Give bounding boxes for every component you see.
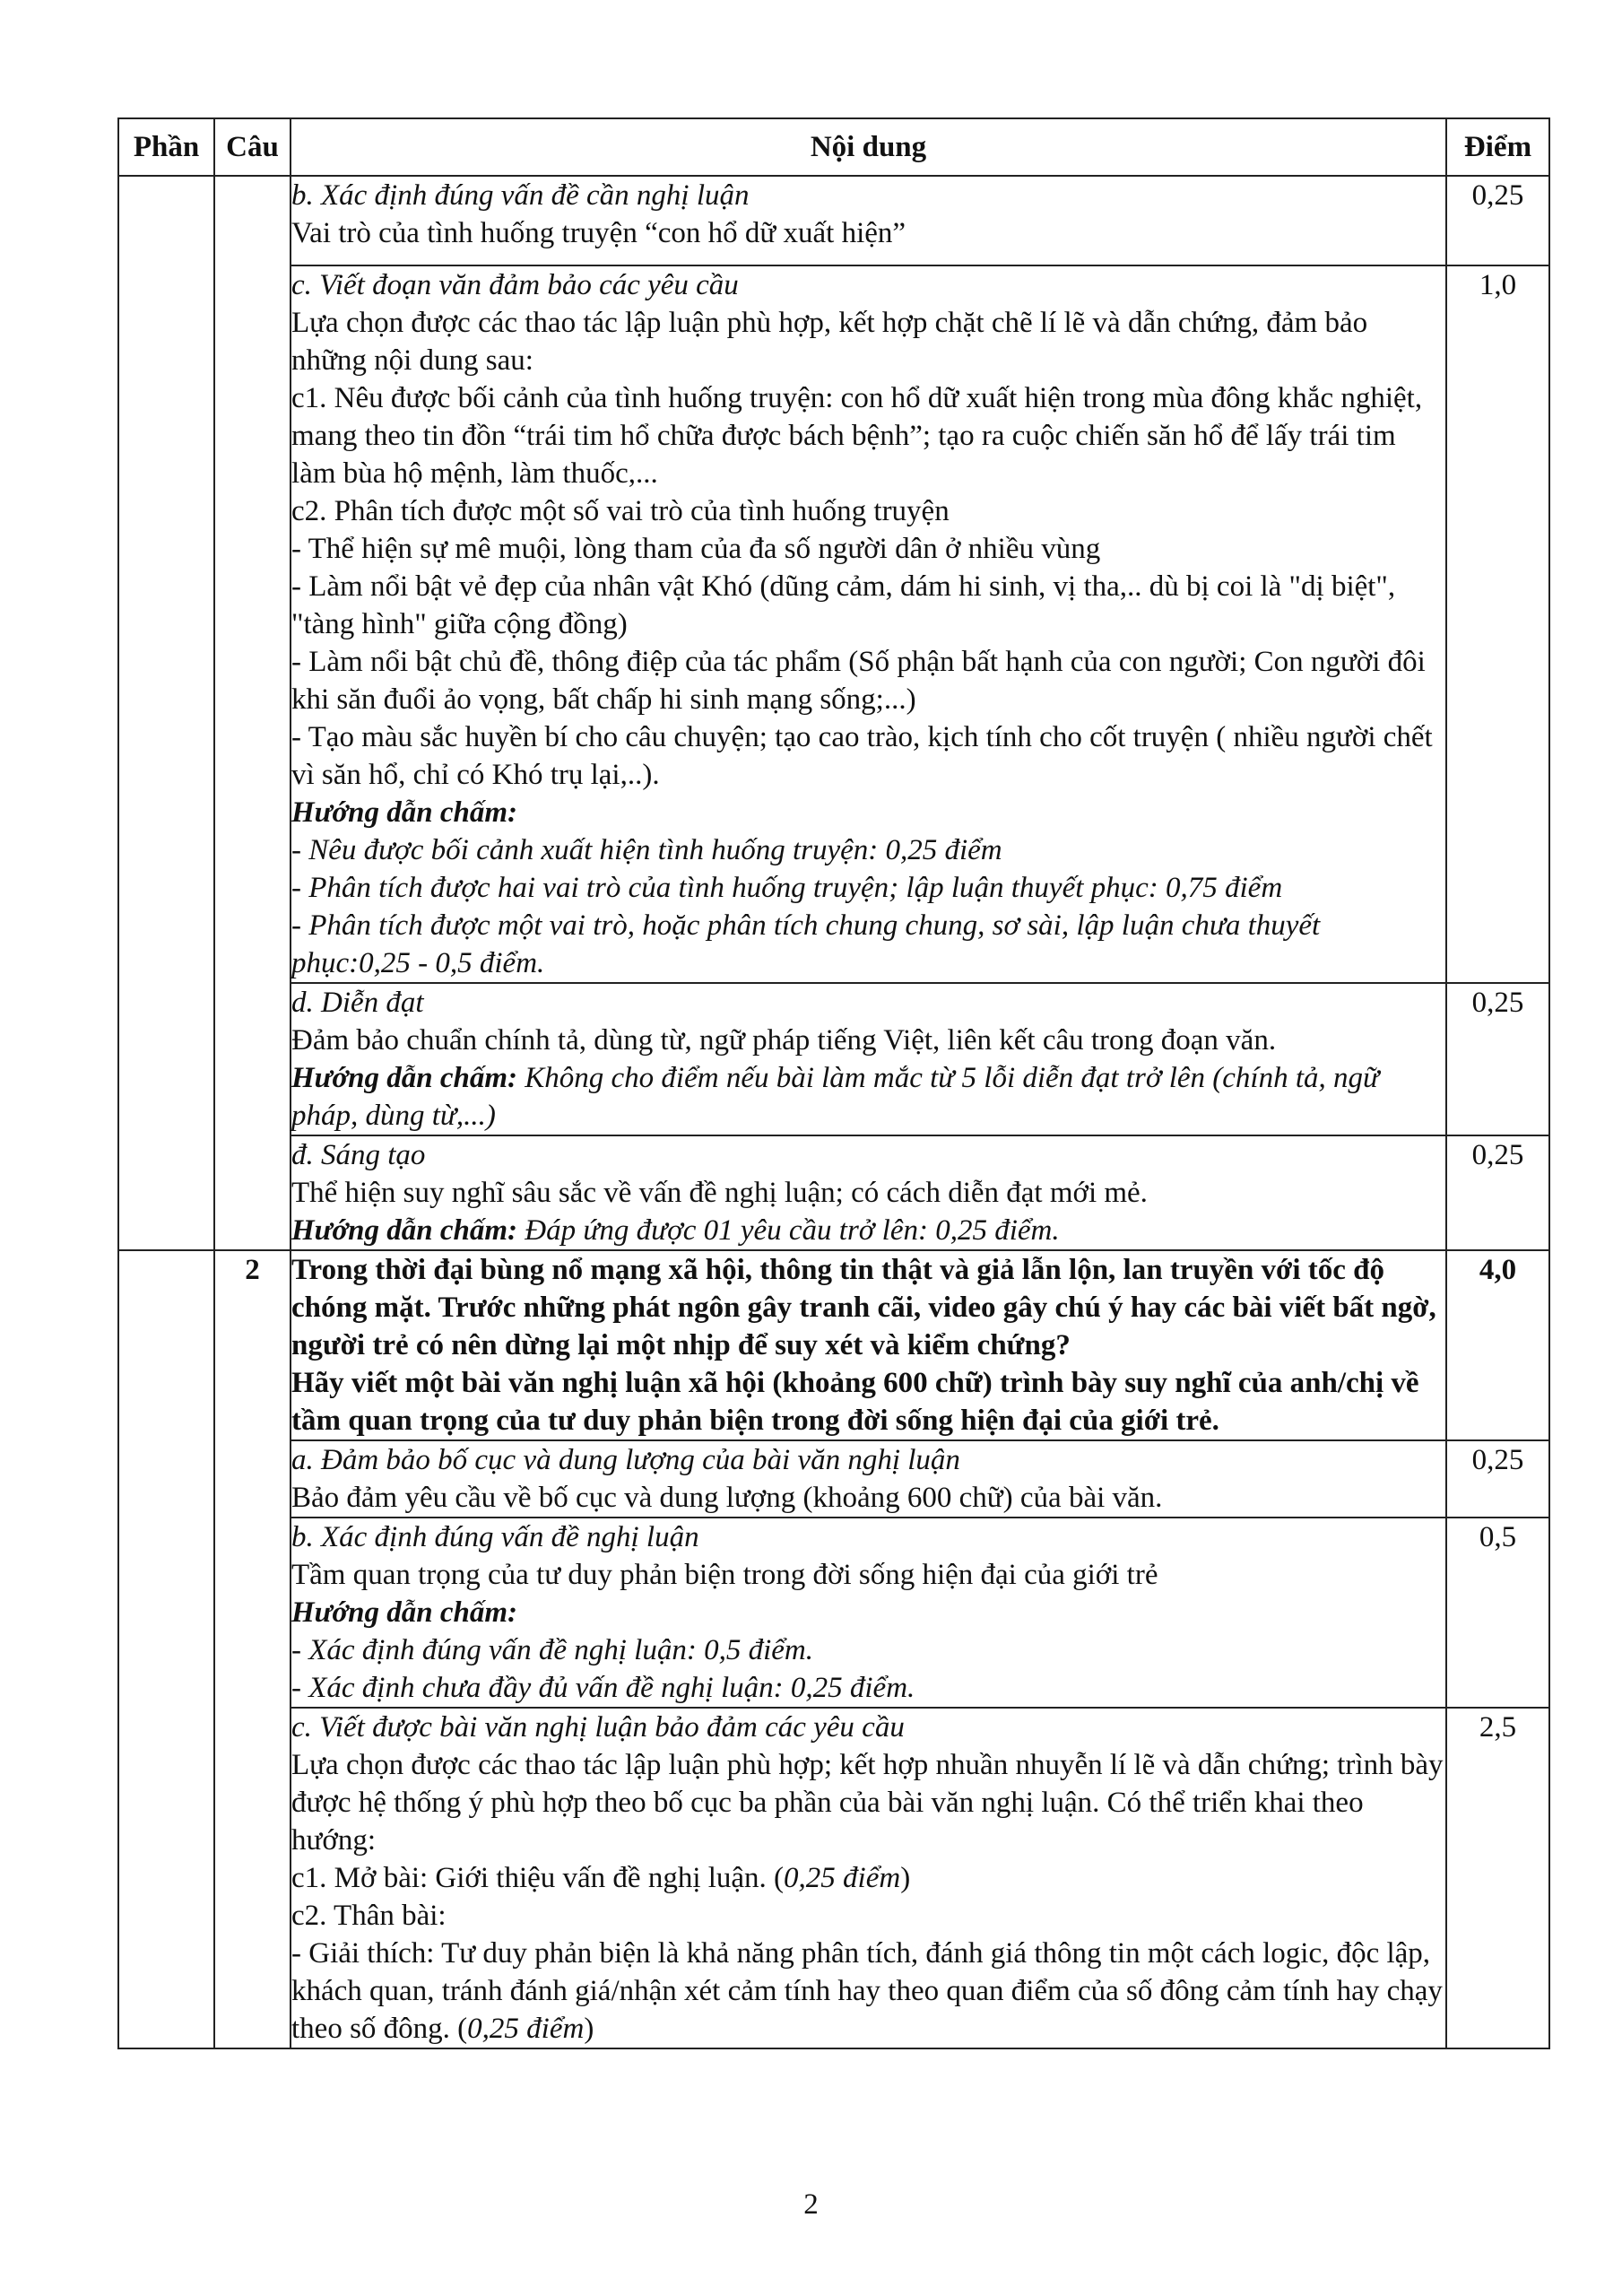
score-cell: 2,5 (1446, 1708, 1549, 2048)
guide-label: Hướng dẫn chấm: (291, 1214, 518, 1247)
guide-text: Không cho điểm nếu bài làm mắc từ 5 lỗi diễn đạt trở lên (chính tả, ngữ pháp, dùng từ,...) (291, 1062, 1380, 1132)
phan-cell (118, 1250, 214, 2048)
criterion-title: a. Đảm bảo bố cục và dung lượng của bài văn nghị luận (291, 1444, 960, 1476)
content-line: Tầm quan trọng của tư duy phản biện trong đời sống hiện đại của giới trẻ (291, 1559, 1158, 1591)
criterion-title: c. Viết đoạn văn đảm bảo các yêu cầu (291, 269, 739, 301)
criterion-title: c. Viết được bài văn nghị luận bảo đảm các yêu cầu (291, 1711, 905, 1744)
score-cell: 1,0 (1446, 265, 1549, 983)
explain-text: - Giải thích: Tư duy phản biện là khả năng phân tích, đánh giá thông tin một cách logic, độc lập, khách quan, tránh đánh giá/nhận xét cảm tính hay theo quan điểm của số đông cảm tính hay chạy theo số đông. ( (291, 1937, 1443, 2045)
row-content (291, 983, 1446, 1135)
content-line: c1. Nêu được bối cảnh của tình huống truyện: con hổ dữ xuất hiện trong mùa đông khắc nghiệt, mang theo tin đồn “trái tim hổ chữa được bách bệnh”; tạo ra cuộc chiến săn hổ để lấy trái tim làm bùa hộ mệnh, làm thuốc,... (291, 382, 1423, 490)
score-cell: 0,25 (1446, 1440, 1549, 1518)
cau-cell (214, 176, 291, 1250)
score-cell: 0,25 (1446, 1135, 1549, 1250)
content-line: - Làm nổi bật chủ đề, thông điệp của tác phẩm (Số phận bất hạnh của con người; Con người đôi khi săn đuổi ảo vọng, bất chấp hi sinh mạng sống;...) (291, 646, 1426, 716)
score-cell: 4,0 (1446, 1250, 1549, 1440)
c1-close: ) (900, 1862, 911, 1894)
score-cell: 0,5 (1446, 1518, 1549, 1708)
prompt-text: Trong thời đại bùng nổ mạng xã hội, thông tin thật và giả lẫn lộn, lan truyền với tốc độ chóng mặt. Trước những phát ngôn gây tranh cãi, video gây chú ý hay các bài viết bất ngờ, người trẻ có nên dừng lại một nhịp để suy xét và kiểm chứng? (291, 1254, 1436, 1361)
guide-line: - Xác định chưa đầy đủ vấn đề nghị luận: 0,25 điểm. (291, 1672, 915, 1704)
header-cau: Câu (214, 118, 291, 176)
table-row (118, 176, 1549, 265)
criterion-title: b. Xác định đúng vấn đề cần nghị luận (291, 179, 750, 212)
score-cell: 0,25 (1446, 176, 1549, 265)
content-line: Lựa chọn được các thao tác lập luận phù hợp, kết hợp chặt chẽ lí lẽ và dẫn chứng, đảm bảo những nội dung sau: (291, 307, 1368, 377)
phan-cell (118, 176, 214, 1250)
c1-text: c1. Mở bài: Giới thiệu vấn đề nghị luận. ( (291, 1862, 785, 1894)
content-line: - Làm nổi bật vẻ đẹp của nhân vật Khó (dũng cảm, dám hi sinh, vị tha,.. dù bị coi là "dị biệt", "tàng hình" giữa cộng đồng) (291, 570, 1396, 640)
table-row (118, 1135, 1549, 1250)
table-row (118, 1518, 1549, 1708)
guide-line: - Nêu được bối cảnh xuất hiện tình huống truyện: 0,25 điểm (291, 834, 1002, 866)
task-text: Hãy viết một bài văn nghị luận xã hội (khoảng 600 chữ) trình bày suy nghĩ của anh/chị về tầm quan trọng của tư duy phản biện trong đời sống hiện đại của giới trẻ. (291, 1367, 1419, 1437)
table-header-row (118, 118, 1549, 176)
table-row (118, 983, 1549, 1135)
cau-number: 2 (214, 1250, 291, 2048)
guide-line: - Phân tích được hai vai trò của tình huống truyện; lập luận thuyết phục: 0,75 điểm (291, 872, 1283, 904)
table-row (118, 265, 1549, 983)
row-content (291, 1135, 1446, 1250)
guide-label: Hướng dẫn chấm: (291, 1062, 518, 1094)
header-phan: Phần (118, 118, 214, 176)
table-row (118, 1250, 1549, 1440)
row-content (291, 265, 1446, 983)
header-diem: Điểm (1446, 118, 1549, 176)
row-content (291, 1440, 1446, 1518)
score-cell: 0,25 (1446, 983, 1549, 1135)
question-prompt (291, 1250, 1446, 1440)
content-line: Bảo đảm yêu cầu về bố cục và dung lượng (khoảng 600 chữ) của bài văn. (291, 1482, 1163, 1514)
grading-table (117, 117, 1550, 2049)
explain-close: ) (584, 2013, 594, 2045)
content-line: Vai trò của tình huống truyện “con hổ dữ xuất hiện” (291, 217, 906, 249)
content-line: Thể hiện suy nghĩ sâu sắc về vấn đề nghị luận; có cách diễn đạt mới mẻ. (291, 1177, 1148, 1209)
guide-line: - Phân tích được một vai trò, hoặc phân tích chung chung, sơ sài, lập luận chưa thuyết phục:0,25 - 0,5 điểm. (291, 909, 1321, 979)
guide-label: Hướng dẫn chấm: (291, 796, 518, 829)
criterion-title: d. Diễn đạt (291, 987, 424, 1019)
page-number: 2 (803, 2188, 819, 2221)
content-line: - Tạo màu sắc huyền bí cho câu chuyện; tạo cao trào, kịch tính cho cốt truyện ( nhiều người chết vì săn hổ, chỉ có Khó trụ lại,..). (291, 721, 1433, 791)
criterion-title: đ. Sáng tạo (291, 1139, 426, 1171)
row-content (291, 1518, 1446, 1708)
table-row (118, 1708, 1549, 2048)
guide-text: Đáp ứng được 01 yêu cầu trở lên: 0,25 điểm. (517, 1214, 1060, 1247)
content-line: Lựa chọn được các thao tác lập luận phù hợp; kết hợp nhuần nhuyễn lí lẽ và dẫn chứng; trình bày được hệ thống ý phù hợp theo bố cục ba phần của bài văn nghị luận. Có thể triển khai theo hướng: (291, 1749, 1444, 1857)
c1-score: 0,25 điểm (784, 1862, 901, 1894)
content-line: - Thể hiện sự mê muội, lòng tham của đa số người dân ở nhiều vùng (291, 533, 1101, 565)
criterion-title: b. Xác định đúng vấn đề nghị luận (291, 1521, 699, 1553)
row-content (291, 176, 1446, 265)
explain-score: 0,25 điểm (467, 2013, 585, 2045)
content-line: Đảm bảo chuẩn chính tả, dùng từ, ngữ pháp tiếng Việt, liên kết câu trong đoạn văn. (291, 1024, 1277, 1057)
content-line: c2. Phân tích được một số vai trò của tình huống truyện (291, 495, 950, 527)
guide-line: - Xác định đúng vấn đề nghị luận: 0,5 điểm. (291, 1634, 813, 1666)
c2-text: c2. Thân bài: (291, 1900, 447, 1932)
table-row (118, 1440, 1549, 1518)
guide-label: Hướng dẫn chấm: (291, 1596, 518, 1629)
header-noi-dung: Nội dung (291, 118, 1446, 176)
row-content (291, 1708, 1446, 2048)
